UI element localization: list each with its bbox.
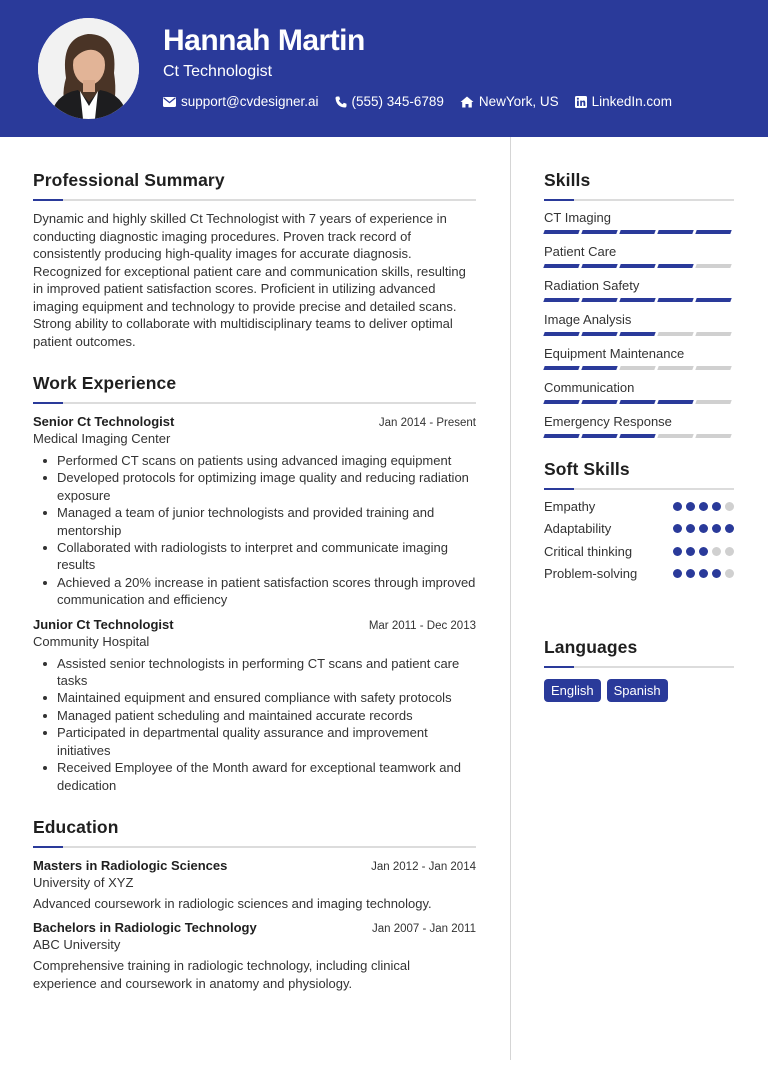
skill-level-segment <box>657 230 693 234</box>
soft-skill-item <box>544 518 734 541</box>
job-role: Junior Ct Technologist <box>33 616 174 632</box>
skill-level-segment <box>543 400 579 404</box>
candidate-name: Hannah Martin <box>163 24 365 57</box>
skill-item <box>544 380 734 404</box>
rating-dot <box>686 569 695 578</box>
skill-level-segment <box>543 230 579 234</box>
list-item: Managed patient scheduling and maintained accurate records <box>33 707 476 724</box>
skill-level-segment <box>695 366 731 370</box>
soft-skills-section <box>544 459 734 585</box>
skill-level-segment <box>695 400 731 404</box>
list-item: Developed protocols for optimizing image quality and reducing radiation exposure <box>33 469 476 504</box>
contact-linkedin[interactable] <box>575 94 672 109</box>
skill-level-segment <box>543 434 579 438</box>
education-section <box>33 817 476 993</box>
education-date: Jan 2012 - Jan 2014 <box>371 860 476 873</box>
main-column <box>33 170 476 992</box>
skill-level-segment <box>581 298 617 302</box>
skill-level-segment <box>657 298 693 302</box>
skill-level-segment <box>619 366 655 370</box>
school-name: ABC University <box>33 937 121 953</box>
list-item: Collaborated with radiologists to interpret and communicate imaging results <box>33 539 476 574</box>
skill-level-segment <box>619 298 655 302</box>
section-rule <box>544 199 734 201</box>
skill-level-segment <box>619 332 655 336</box>
phone-icon <box>335 96 347 108</box>
envelope-icon <box>163 97 176 107</box>
rating-dot <box>686 502 695 511</box>
contact-linkedin-text: LinkedIn.com <box>591 94 672 109</box>
rating-dot <box>725 547 734 556</box>
soft-skill-item <box>544 563 734 586</box>
skill-level-bar <box>544 366 734 370</box>
rating-dot <box>699 502 708 511</box>
skill-item <box>544 278 734 302</box>
contact-bar <box>163 94 688 109</box>
skill-name: Emergency Response <box>544 414 672 429</box>
skill-level-segment <box>543 298 579 302</box>
rating-dot <box>673 547 682 556</box>
skill-name: Radiation Safety <box>544 278 640 293</box>
home-icon <box>460 96 474 108</box>
contact-email[interactable] <box>163 94 319 109</box>
soft-skill-name: Empathy <box>544 498 596 514</box>
skills-section <box>544 170 734 438</box>
skill-level-segment <box>581 264 617 268</box>
skill-name: Equipment Maintenance <box>544 346 685 361</box>
job-bullets <box>33 452 476 609</box>
skill-level-segment <box>695 264 731 268</box>
skill-level-bar <box>544 332 734 336</box>
skill-level-segment <box>657 366 693 370</box>
education-entry <box>33 920 476 992</box>
soft-skill-rating <box>669 502 734 511</box>
summary-section <box>33 170 476 350</box>
skill-item <box>544 210 734 234</box>
soft-skill-rating <box>669 569 734 578</box>
candidate-title: Ct Technologist <box>163 63 273 80</box>
languages-section <box>544 637 734 702</box>
skill-level-segment <box>543 366 579 370</box>
rating-dot <box>712 524 721 533</box>
rating-dot <box>673 502 682 511</box>
skill-level-segment <box>695 434 731 438</box>
skill-level-segment <box>581 230 617 234</box>
sidebar-column <box>544 170 734 702</box>
column-divider <box>510 137 511 1060</box>
education-entry <box>33 858 476 913</box>
skill-level-segment <box>695 332 731 336</box>
contact-location-text: NewYork, US <box>478 94 559 109</box>
job-organization: Medical Imaging Center <box>33 431 171 446</box>
rating-dot <box>712 569 721 578</box>
section-rule <box>33 846 476 848</box>
rating-dot <box>673 569 682 578</box>
contact-phone[interactable] <box>335 94 444 109</box>
skill-item <box>544 414 734 438</box>
contact-location[interactable] <box>460 94 559 109</box>
skill-level-segment <box>657 332 693 336</box>
experience-section <box>33 373 476 794</box>
skill-level-segment <box>581 400 617 404</box>
languages-heading: Languages <box>544 637 638 657</box>
job-date: Jan 2014 - Present <box>378 417 476 429</box>
skill-level-bar <box>544 230 734 234</box>
skill-level-segment <box>695 298 731 302</box>
header <box>0 0 768 137</box>
education-date: Jan 2007 - Jan 2011 <box>371 923 476 936</box>
list-item: Achieved a 20% increase in patient satisfaction scores through improved communication and efficiency <box>33 574 476 609</box>
skill-level-segment <box>619 400 655 404</box>
school-name: University of XYZ <box>33 874 134 890</box>
language-tag: English <box>544 679 601 702</box>
list-item: Participated in departmental quality assurance and improvement initiatives <box>33 724 476 759</box>
soft-skill-rating <box>669 524 734 533</box>
soft-skill-item <box>544 540 734 563</box>
degree-title: Bachelors in Radiologic Technology <box>33 920 257 936</box>
summary-text: Dynamic and highly skilled Ct Technologist with 7 years of experience in conducting diagnostic imaging procedures. Proven track record of consistently producing high-quality images for accurate diagnosis. Recognized for exceptional patient care and communication skills, resulting in improved patient satisfaction scores. Proficient in utilizing advanced imaging equipment and technology to provide precise and detailed scans. Strong ability to collaborate with multidisciplinary teams to deliver optimal patient outcomes. <box>33 211 466 349</box>
skill-level-segment <box>581 332 617 336</box>
rating-dot <box>725 569 734 578</box>
soft-skill-name: Problem-solving <box>544 566 638 582</box>
soft-skill-name: Adaptability <box>544 521 612 537</box>
rating-dot <box>725 502 734 511</box>
rating-dot <box>699 569 708 578</box>
skill-name: Image Analysis <box>544 312 632 327</box>
contact-phone-text: (555) 345-6789 <box>351 94 444 109</box>
skill-level-segment <box>543 332 579 336</box>
rating-dot <box>673 524 682 533</box>
skills-heading: Skills <box>544 170 591 190</box>
soft-skill-rating <box>669 547 734 556</box>
skill-level-segment <box>657 434 693 438</box>
soft-skills-heading: Soft Skills <box>544 459 630 479</box>
skill-level-bar <box>544 298 734 302</box>
section-rule <box>33 199 476 201</box>
summary-heading: Professional Summary <box>33 170 225 190</box>
skill-name: Communication <box>544 380 635 395</box>
skill-level-segment <box>695 230 731 234</box>
skill-level-segment <box>619 230 655 234</box>
skill-item <box>544 244 734 268</box>
language-tags <box>544 679 734 702</box>
experience-heading: Work Experience <box>33 373 177 393</box>
job-date: Mar 2011 - Dec 2013 <box>368 619 476 632</box>
rating-dot <box>699 547 708 556</box>
profile-photo <box>38 18 139 119</box>
soft-skill-item <box>544 495 734 518</box>
job-organization: Community Hospital <box>33 633 150 649</box>
language-tag: Spanish <box>607 679 668 702</box>
skill-level-segment <box>619 434 655 438</box>
list-item: Managed a team of junior technologists and provided training and mentorship <box>33 504 476 539</box>
list-item: Received Employee of the Month award for exceptional teamwork and dedication <box>33 759 476 794</box>
skill-level-segment <box>581 434 617 438</box>
rating-dot <box>725 524 734 533</box>
contact-email-text: support@cvdesigner.ai <box>181 94 319 109</box>
job-role: Senior Ct Technologist <box>33 414 175 429</box>
rating-dot <box>712 502 721 511</box>
list-item: Assisted senior technologists in performing CT scans and patient care tasks <box>33 655 476 690</box>
skill-level-bar <box>544 400 734 404</box>
section-rule <box>544 488 734 490</box>
skill-level-segment <box>543 264 579 268</box>
soft-skills-list <box>544 495 734 585</box>
soft-skill-name: Critical thinking <box>544 543 633 559</box>
skill-level-segment <box>657 264 693 268</box>
skill-level-bar <box>544 434 734 438</box>
section-rule <box>544 666 734 668</box>
rating-dot <box>686 524 695 533</box>
rating-dot <box>699 524 708 533</box>
linkedin-icon <box>575 96 587 108</box>
rating-dot <box>686 547 695 556</box>
job-entry <box>33 617 476 794</box>
education-heading: Education <box>33 816 119 837</box>
skill-name: Patient Care <box>544 244 617 259</box>
skill-name: CT Imaging <box>544 210 611 225</box>
skill-level-bar <box>544 264 734 268</box>
section-rule <box>33 402 476 404</box>
skill-item <box>544 346 734 370</box>
list-item: Maintained equipment and ensured compliance with safety protocols <box>33 689 476 706</box>
job-entry <box>33 414 476 609</box>
skill-level-segment <box>581 366 617 370</box>
education-description: Comprehensive training in radiologic technology, including clinical experience and coursework in anatomy and physiology. <box>33 958 410 991</box>
skill-level-segment <box>619 264 655 268</box>
skills-list <box>544 210 734 438</box>
job-bullets <box>33 655 476 794</box>
skill-level-segment <box>657 400 693 404</box>
degree-title: Masters in Radiologic Sciences <box>33 857 228 873</box>
rating-dot <box>712 547 721 556</box>
education-description: Advanced coursework in radiologic sciences and imaging technology. <box>33 895 432 911</box>
skill-item <box>544 312 734 336</box>
list-item: Performed CT scans on patients using advanced imaging equipment <box>33 452 476 469</box>
